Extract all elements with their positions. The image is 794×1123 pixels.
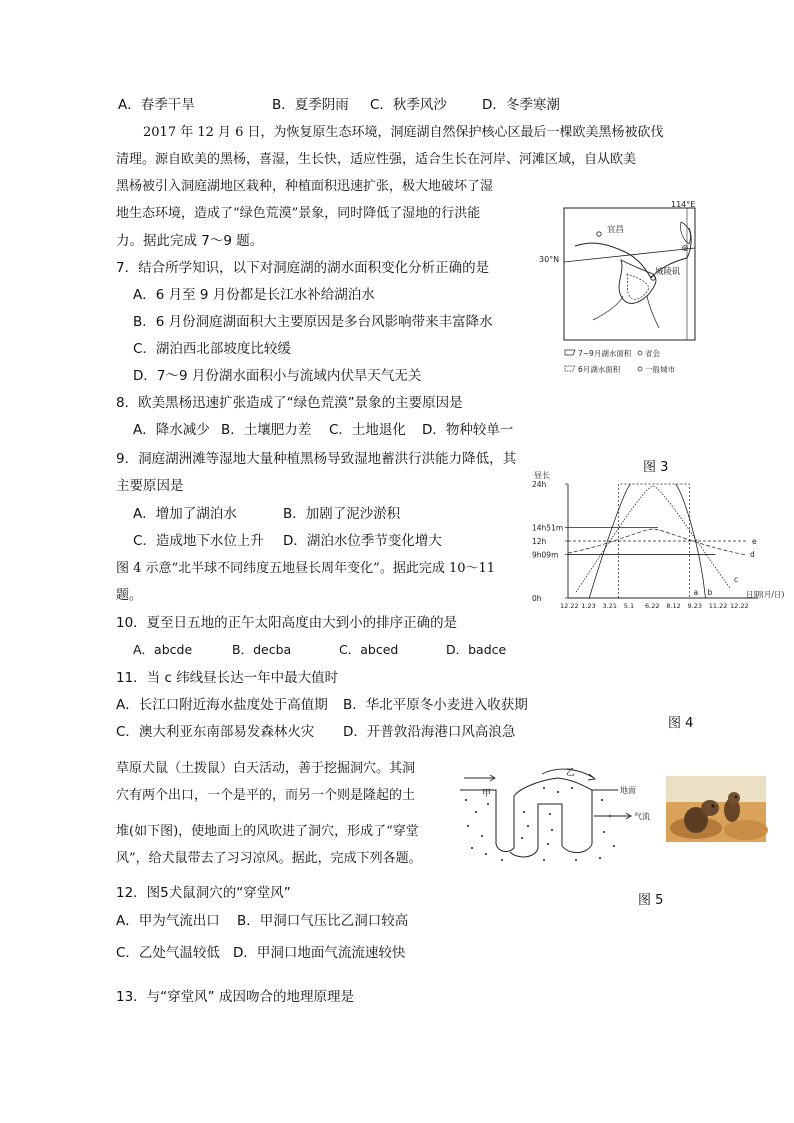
q12-option-a: A．甲为气流出口 <box>116 913 220 929</box>
q9-option-a: A．增加了湖泊水 <box>133 506 237 522</box>
q12-stem: 12．图5犬鼠洞穴的“穿堂风” <box>116 885 291 901</box>
label-ground: 地面 <box>620 786 636 795</box>
label-flow: 气流 <box>634 812 650 821</box>
legend2-swatch <box>638 351 642 355</box>
legend3-swatch <box>565 366 575 371</box>
passage3-line-1: 草原犬鼠（土拨鼠）白天活动，善于挖掘洞穴。其洞 <box>116 761 416 776</box>
q11-option-a: A．长江口附近海水盐度处于高值期 <box>116 697 328 713</box>
y-tick-label: 0h <box>532 594 542 603</box>
passage1-line-4: 地生态环境，造成了“绿色荒漠”景象，同时降低了湿地的行洪能 <box>116 206 481 221</box>
q9-stem-line-1: 9．洞庭湖洲滩等湿地大量种植黑杨导致湿地蓄洪行洪能力降低，其 <box>116 451 517 467</box>
map-city2: 城陵矶 <box>655 267 681 277</box>
fig5-caption: 图 5 <box>638 893 664 908</box>
series-label-a: a <box>693 588 699 597</box>
q13-stem: 13．与“穿堂风” 成因吻合的地理原理是 <box>116 989 354 1005</box>
capital-marker-dot <box>684 247 686 249</box>
passage2-line-2: 题。 <box>116 588 143 603</box>
passage1-line-1: 2017 年 12 月 6 日，为恢复原生态环境，洞庭湖自然保护核心区最后一棵欧美黑杨被砍伐 <box>143 125 664 140</box>
q10-option-b: B．decba <box>232 642 292 657</box>
passage3-line-2: 穴有两个出口，一个是平的，而另一个则是隆起的土 <box>116 788 416 803</box>
series-c-line <box>576 486 730 592</box>
x-tick-label: 11.22 <box>708 602 728 610</box>
q6-option-b: B．夏季阴雨 <box>272 97 349 113</box>
x-tick-label: 9.23 <box>687 602 702 610</box>
q8-option-d: D．物种较单一 <box>422 422 514 438</box>
q12-option-b: B．甲洞口气压比乙洞口较高 <box>237 913 409 929</box>
legend3-label: 6月湖水面积 <box>578 365 621 374</box>
q11-option-c: C．澳大利亚东南部易发森林火灾 <box>116 724 315 740</box>
x-tick-label: 5.1 <box>623 602 635 610</box>
fig3-caption: 图 3 <box>643 460 669 475</box>
series-label-c: c <box>734 575 739 584</box>
q11-option-b: B．华北平原冬小麦进入收获期 <box>343 697 528 713</box>
q9-option-c: C．造成地下水位上升 <box>133 533 264 549</box>
x-tick-label: 8.12 <box>666 602 681 610</box>
lake-map-figure <box>539 200 703 380</box>
passage1-line-2: 清理。源自欧美的黑杨，喜湿，生长快，适应性强，适合生长在河岸、河滩区域，自从欧美 <box>116 152 637 167</box>
q6-option-d: D．冬季寒潮 <box>482 97 560 113</box>
label-yi: 乙 <box>566 768 576 778</box>
x-tick-label: 6.22 <box>645 602 660 610</box>
prairie-dog-photo <box>666 776 766 842</box>
q12-option-c: C．乙处气温较低 <box>116 945 220 961</box>
y-tick-label: 12h <box>532 537 547 546</box>
series-label-d: d <box>750 550 755 559</box>
q8-stem: 8．欧美黑杨迅速扩张造成了“绿色荒漠”景象的主要原因是 <box>116 395 463 411</box>
x-tick-label: 12.22 <box>730 602 749 610</box>
q11-stem: 11．当 c 纬线昼长达一年中最大值时 <box>116 670 339 686</box>
q8-option-c: C．土地退化 <box>329 422 406 438</box>
legend2-label: 省会 <box>645 349 660 358</box>
legend4-swatch <box>638 367 642 371</box>
q6-option-c: C．秋季风沙 <box>370 97 447 113</box>
q6-option-a: A．春季干旱 <box>118 97 195 113</box>
chart-ylabel: 昼长 <box>534 471 550 480</box>
q10-option-c: C．abced <box>339 642 399 657</box>
passage1-line-3: 黑杨被引入洞庭湖地区栽种，种植面积迅速扩张，极大地破坏了湿 <box>116 179 494 194</box>
y-tick-label: 24h <box>532 480 547 489</box>
q7-option-d: D．7～9 月份湖水面积小与流域内伏旱天气无关 <box>133 368 422 384</box>
q12-option-d: D．甲洞口地面气流流速较快 <box>233 945 406 961</box>
day-length-chart <box>530 470 792 620</box>
q7-option-b: B．6 月份洞庭湖面积大主要原因是多台风影响带来丰富降水 <box>133 314 493 330</box>
q9-option-b: B．加剧了泥沙淤积 <box>283 506 401 522</box>
x-tick-label: 3.21 <box>602 602 617 610</box>
q11-option-d: D．开普敦沿海港口风高浪急 <box>343 724 516 740</box>
series-label-e: e <box>752 537 757 546</box>
q8-option-b: B．土壤肥力差 <box>221 422 312 438</box>
burrow-outline <box>460 778 592 857</box>
legend1-label: 7~9月湖水面积 <box>578 349 632 358</box>
q10-option-d: D．badce <box>446 642 507 657</box>
map-lat-label: 30°N <box>539 255 560 264</box>
y-tick-label: 14h51m <box>532 523 564 533</box>
chart-xlabel: 日期(月/日) <box>746 590 785 599</box>
y-tick-label: 9h09m <box>532 550 559 560</box>
q10-option-a: A．abcde <box>133 642 193 657</box>
series-d-line <box>568 529 746 555</box>
burrow-diagram <box>458 764 664 864</box>
q9-stem-line-2: 主要原因是 <box>116 478 184 494</box>
x-tick-label: 1.23 <box>581 602 596 610</box>
x-tick-label: 12.22 <box>560 602 579 610</box>
passage2-line-1: 图 4 示意“北半球不同纬度五地昼长周年变化”。据此完成 10～11 <box>116 561 496 576</box>
q7-stem: 7．结合所学知识，以下对洞庭湖的湖水面积变化分析正确的是 <box>116 260 490 276</box>
q8-option-a: A．降水减少 <box>133 422 210 438</box>
fig4-caption: 图 4 <box>668 716 694 731</box>
passage3-line-4: 风”，给犬鼠带去了习习凉风。据此，完成下列各题。 <box>116 851 422 866</box>
passage1-line-5: 力。据此完成 7～9 题。 <box>116 233 264 249</box>
q10-stem: 10．夏至日五地的正午太阳高度由大到小的排序正确的是 <box>116 615 458 631</box>
q9-option-d: D．湖泊水位季节变化增大 <box>283 533 442 549</box>
series-label-b: b <box>707 588 713 597</box>
label-jia: 甲 <box>482 789 492 799</box>
passage3-line-3: 堆(如下图)，使地面上的风吹进了洞穴，形成了“穿堂 <box>116 824 419 839</box>
map-lon-label: 114°E <box>671 200 696 209</box>
q7-option-c: C．湖泊西北部坡度比较缓 <box>133 341 291 357</box>
legend1-swatch <box>565 350 575 355</box>
legend4-label: 一般城市 <box>645 365 675 374</box>
map-city1: 宜昌 <box>607 225 625 235</box>
q7-option-a: A．6 月至 9 月份都是长江水补给湖泊水 <box>133 287 375 303</box>
